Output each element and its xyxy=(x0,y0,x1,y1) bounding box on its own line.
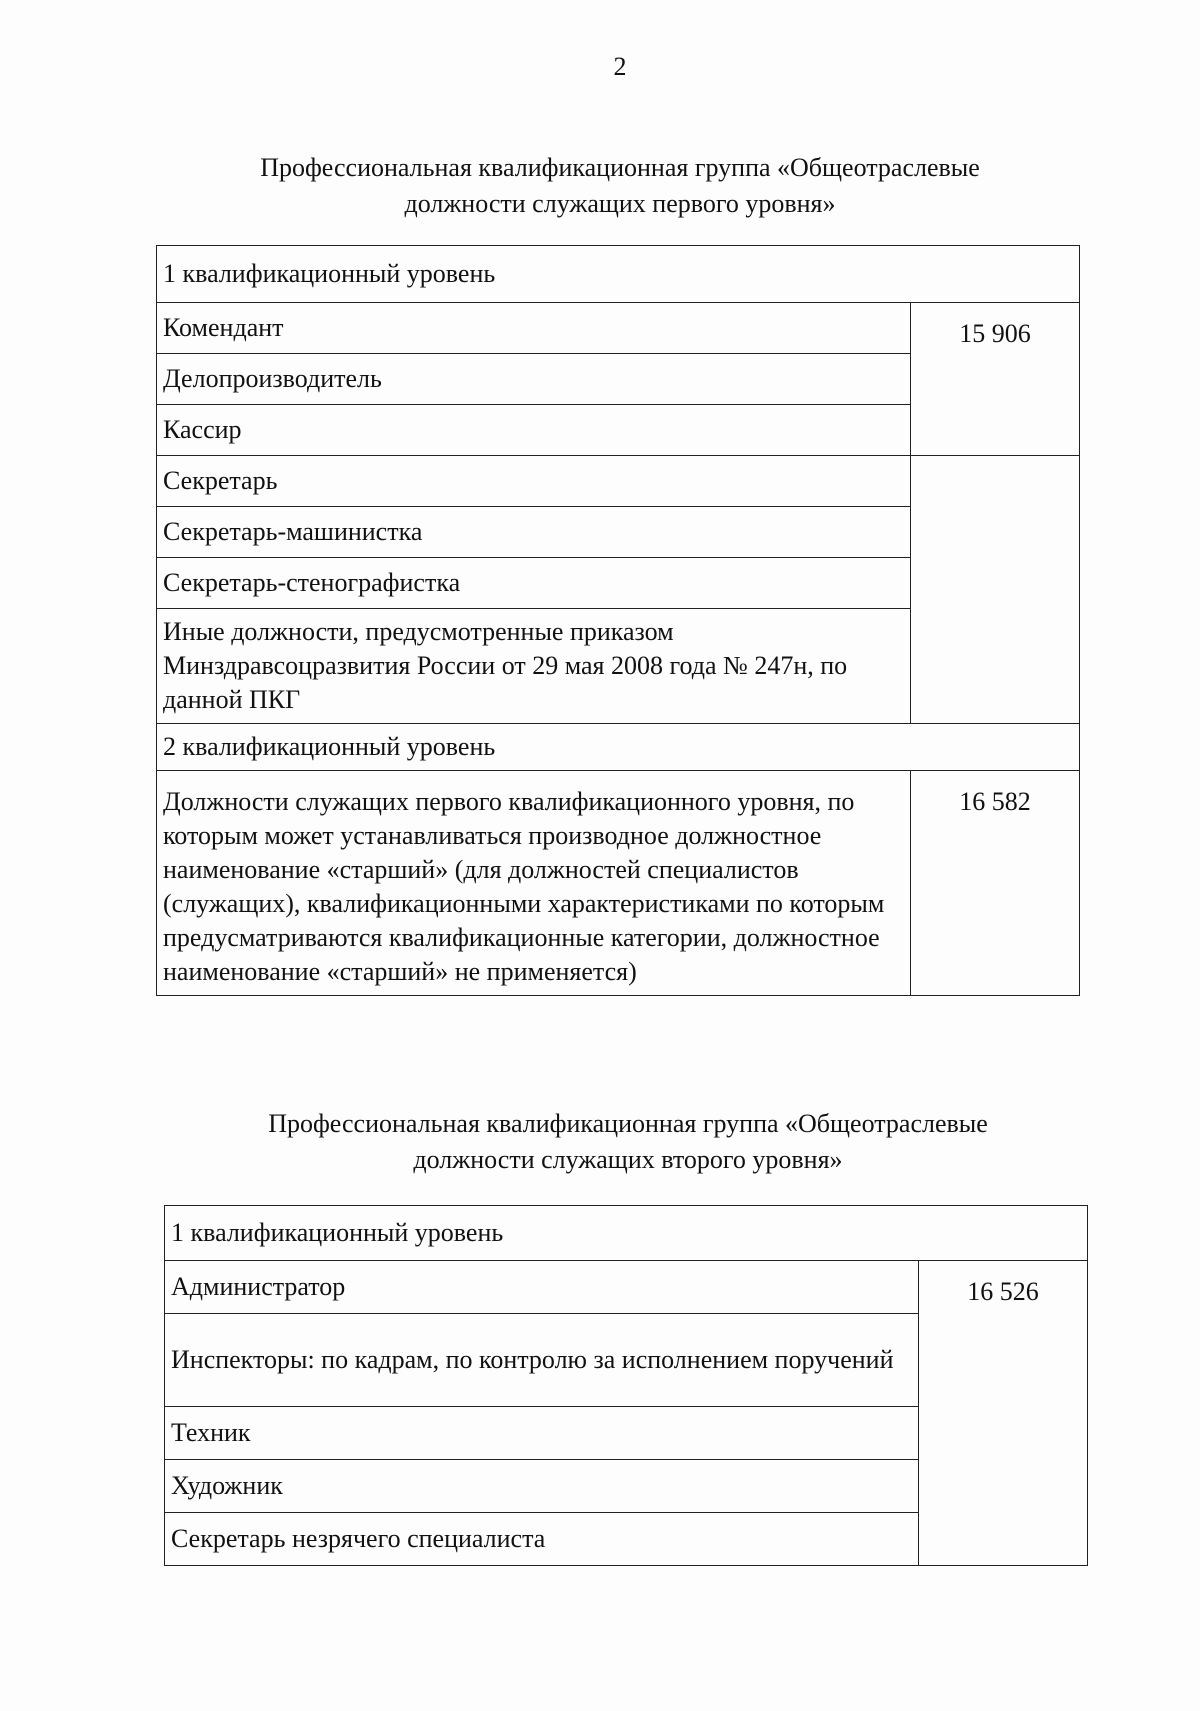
group-title-line: должности служащих второго уровня» xyxy=(413,1145,843,1174)
group-title-second-level xyxy=(218,1106,1038,1178)
position-cell: Иные должности, предусмотренные приказом Минздравсоцразвития России от 29 мая 2008 года № 247н, по данной ПКГ xyxy=(157,609,911,724)
salary-cell: 15 906 xyxy=(911,303,1080,456)
position-cell: Комендант xyxy=(157,303,911,354)
page-number: 2 xyxy=(613,52,627,81)
position-cell: Должности служащих первого квалификационного уровня, по которым может устанавливаться производное должностное наименование «старший» (для должностей специалистов (служащих), квалификационными характеристиками по которым предусматриваются квалификационные категории, должностное наименование «старший» не применяется) xyxy=(157,771,911,996)
salary-cell: 16 526 xyxy=(919,1261,1088,1566)
position-cell: Художник xyxy=(165,1460,919,1513)
position-cell: Техник xyxy=(165,1407,919,1460)
group-title-first-level xyxy=(210,150,1030,222)
position-cell: Инспекторы: по кадрам, по контролю за исполнением поручений xyxy=(165,1314,919,1407)
position-cell: Секретарь-машинистка xyxy=(157,507,911,558)
position-cell: Кассир xyxy=(157,405,911,456)
group-title-line: Профессиональная квалификационная группа «Общеотраслевые xyxy=(268,1109,988,1138)
group-title-line: должности служащих первого уровня» xyxy=(404,189,836,218)
level-header: 1 квалификационный уровень xyxy=(157,246,1080,303)
position-cell: Секретарь незрячего специалиста xyxy=(165,1513,919,1566)
salary-cell-empty xyxy=(911,456,1080,724)
salary-cell: 16 582 xyxy=(911,771,1080,996)
salary-table-first-level xyxy=(156,245,1080,996)
group-title-line: Профессиональная квалификационная группа «Общеотраслевые xyxy=(260,153,980,182)
position-cell: Делопроизводитель xyxy=(157,354,911,405)
position-cell: Администратор xyxy=(165,1261,919,1314)
salary-table-second-level xyxy=(164,1205,1088,1566)
level-header: 1 квалификационный уровень xyxy=(165,1206,1088,1261)
position-cell: Секретарь xyxy=(157,456,911,507)
position-cell: Секретарь-стенографистка xyxy=(157,558,911,609)
level-header: 2 квалификационный уровень xyxy=(157,724,1080,771)
